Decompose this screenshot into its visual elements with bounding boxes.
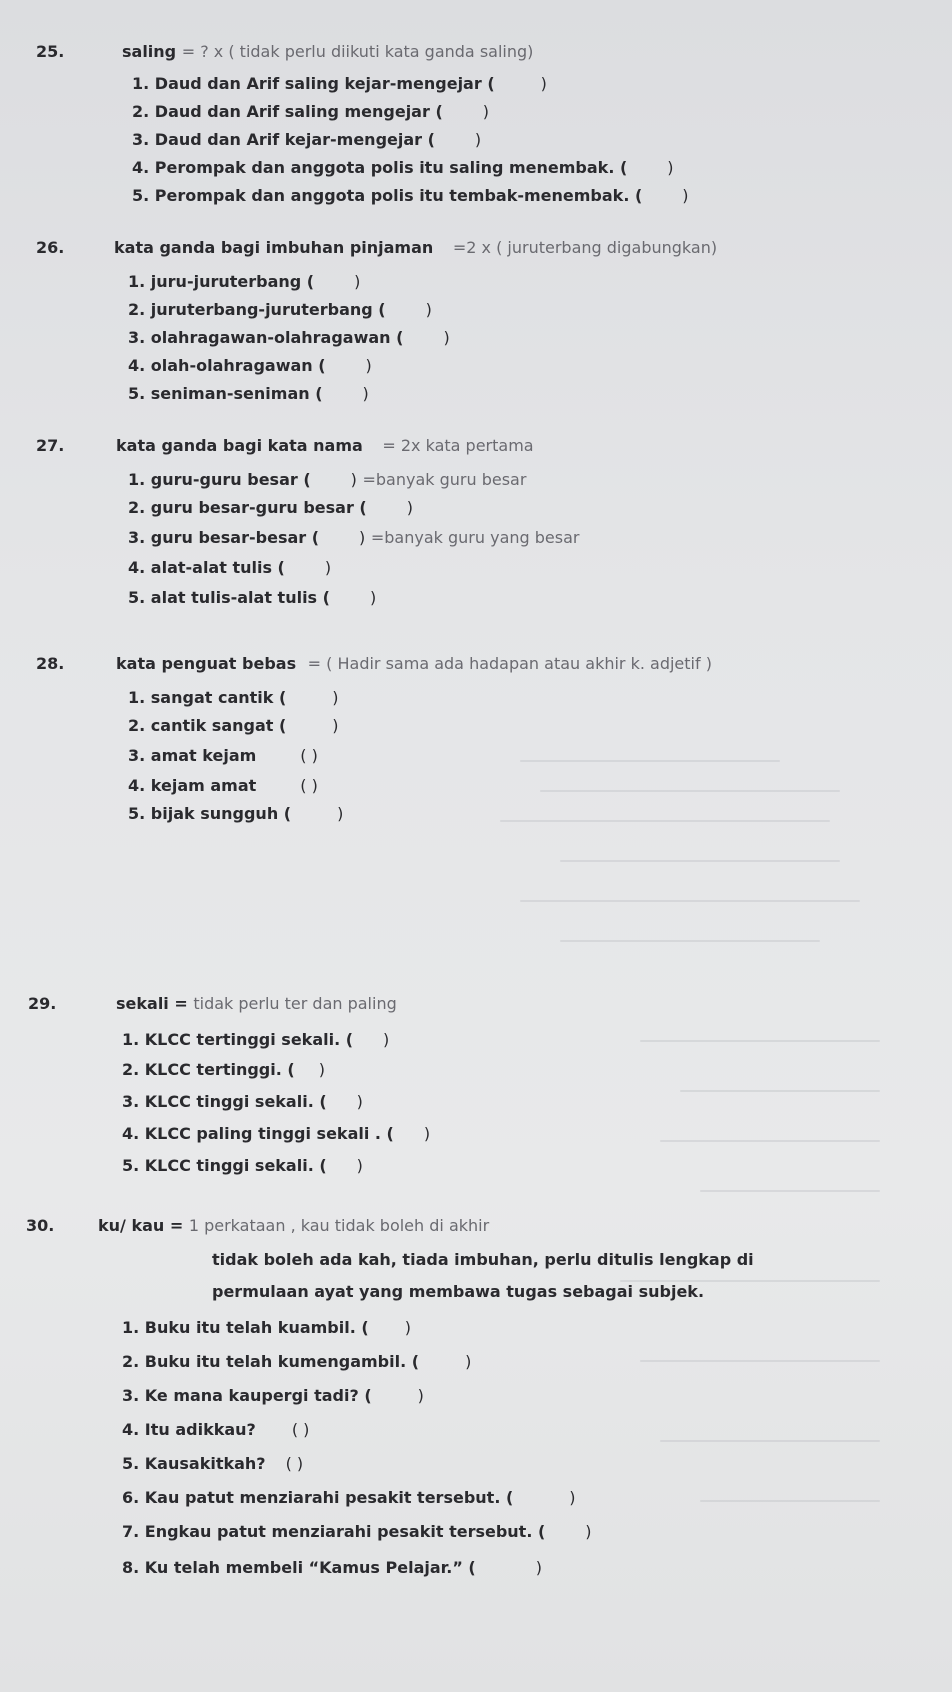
bleed-through-line bbox=[680, 1090, 880, 1092]
section-title: kata penguat bebas bbox=[116, 654, 297, 673]
list-item: 3. amat kejam ( ) bbox=[128, 746, 318, 765]
section-26-heading bbox=[36, 238, 717, 257]
bleed-through-line bbox=[500, 820, 830, 822]
list-item: 4. Itu adikkau? ( ) bbox=[122, 1420, 310, 1439]
section-note: =2 x ( juruterbang digabungkan) bbox=[452, 238, 718, 257]
list-item: 8. Ku telah membeli “Kamus Pelajar.” ( ) bbox=[122, 1558, 542, 1577]
section-number: 26. bbox=[36, 238, 65, 257]
list-item: 4. KLCC paling tinggi sekali . ( ) bbox=[122, 1124, 431, 1143]
list-item: 4. Perompak dan anggota polis itu saling menembak. ( ) bbox=[132, 158, 674, 177]
list-item: 1. KLCC tertinggi sekali. ( ) bbox=[122, 1030, 390, 1049]
list-item: 5. bijak sungguh ( ) bbox=[128, 804, 344, 823]
section-27-heading bbox=[36, 436, 534, 455]
list-item: 5. KLCC tinggi sekali. ( ) bbox=[122, 1156, 363, 1175]
list-item: 4. kejam amat ( ) bbox=[128, 776, 318, 795]
section-note: = ( Hadir sama ada hadapan atau akhir k. adjetif ) bbox=[307, 654, 712, 673]
bleed-through-line bbox=[560, 940, 820, 942]
section-title: sekali = bbox=[116, 994, 188, 1013]
list-item: 4. olah-olahragawan ( ) bbox=[128, 356, 372, 375]
bleed-through-line bbox=[520, 900, 860, 902]
section-title: kata ganda bagi kata nama bbox=[116, 436, 363, 455]
section-title: saling bbox=[122, 42, 177, 61]
list-item: 1. juru-juruterbang ( ) bbox=[128, 272, 361, 291]
section-number: 25. bbox=[36, 42, 65, 61]
section-note: 1 perkataan , kau tidak boleh di akhir bbox=[188, 1216, 490, 1235]
section-note-continuation: permulaan ayat yang membawa tugas sebagai subjek. bbox=[212, 1282, 705, 1301]
list-item: 2. juruterbang-juruterbang ( ) bbox=[128, 300, 432, 319]
section-number: 27. bbox=[36, 436, 65, 455]
section-25-heading bbox=[36, 42, 533, 61]
list-item: 6. Kau patut menziarahi pesakit tersebut. ( ) bbox=[122, 1488, 576, 1507]
list-item: 1. Buku itu telah kuambil. ( ) bbox=[122, 1318, 411, 1337]
section-title: ku/ kau = bbox=[98, 1216, 184, 1235]
list-item: 3. olahragawan-olahragawan ( ) bbox=[128, 328, 450, 347]
section-title: kata ganda bagi imbuhan pinjaman bbox=[114, 238, 434, 257]
section-note: = 2x kata pertama bbox=[382, 436, 534, 455]
list-item: 3. guru besar-besar ( ) =banyak guru yang besar bbox=[128, 528, 580, 547]
bleed-through-line bbox=[560, 860, 840, 862]
list-item: 7. Engkau patut menziarahi pesakit tersebut. ( ) bbox=[122, 1522, 592, 1541]
list-item: 3. Daud dan Arif kejar-mengejar ( ) bbox=[132, 130, 482, 149]
section-note: = ? x ( tidak perlu diikuti kata ganda saling) bbox=[181, 42, 534, 61]
section-note: tidak perlu ter dan paling bbox=[193, 994, 397, 1013]
list-item: 2. guru besar-guru besar ( ) bbox=[128, 498, 413, 517]
section-number: 28. bbox=[36, 654, 65, 673]
bleed-through-line bbox=[520, 760, 780, 762]
list-item: 5. alat tulis-alat tulis ( ) bbox=[128, 588, 377, 607]
bleed-through-line bbox=[640, 1360, 880, 1362]
list-item: 3. KLCC tinggi sekali. ( ) bbox=[122, 1092, 363, 1111]
list-item: 2. Daud dan Arif saling mengejar ( ) bbox=[132, 102, 489, 121]
bleed-through-line bbox=[700, 1190, 880, 1192]
list-item: 1. guru-guru besar ( ) =banyak guru besar bbox=[128, 470, 527, 489]
list-item: 5. seniman-seniman ( ) bbox=[128, 384, 369, 403]
bleed-through-line bbox=[700, 1500, 880, 1502]
section-note-continuation: tidak boleh ada kah, tiada imbuhan, perlu ditulis lengkap di bbox=[212, 1250, 754, 1269]
section-29-heading bbox=[28, 994, 397, 1013]
list-item: 4. alat-alat tulis ( ) bbox=[128, 558, 332, 577]
bleed-through-line bbox=[640, 1040, 880, 1042]
section-number: 29. bbox=[28, 994, 57, 1013]
bleed-through-line bbox=[540, 790, 840, 792]
list-item: 5. Perompak dan anggota polis itu tembak-menembak. ( ) bbox=[132, 186, 689, 205]
section-28-heading bbox=[36, 654, 712, 673]
list-item: 2. Buku itu telah kumengambil. ( ) bbox=[122, 1352, 472, 1371]
list-item: 2. KLCC tertinggi. ( ) bbox=[122, 1060, 325, 1079]
section-number: 30. bbox=[26, 1216, 55, 1235]
section-30-heading bbox=[26, 1216, 489, 1235]
list-item: 1. Daud dan Arif saling kejar-mengejar ( ) bbox=[132, 74, 547, 93]
bleed-through-line bbox=[660, 1440, 880, 1442]
list-item: 2. cantik sangat ( ) bbox=[128, 716, 339, 735]
list-item: 3. Ke mana kaupergi tadi? ( ) bbox=[122, 1386, 424, 1405]
list-item: 1. sangat cantik ( ) bbox=[128, 688, 339, 707]
bleed-through-line bbox=[660, 1140, 880, 1142]
list-item: 5. Kausakitkah? ( ) bbox=[122, 1454, 304, 1473]
